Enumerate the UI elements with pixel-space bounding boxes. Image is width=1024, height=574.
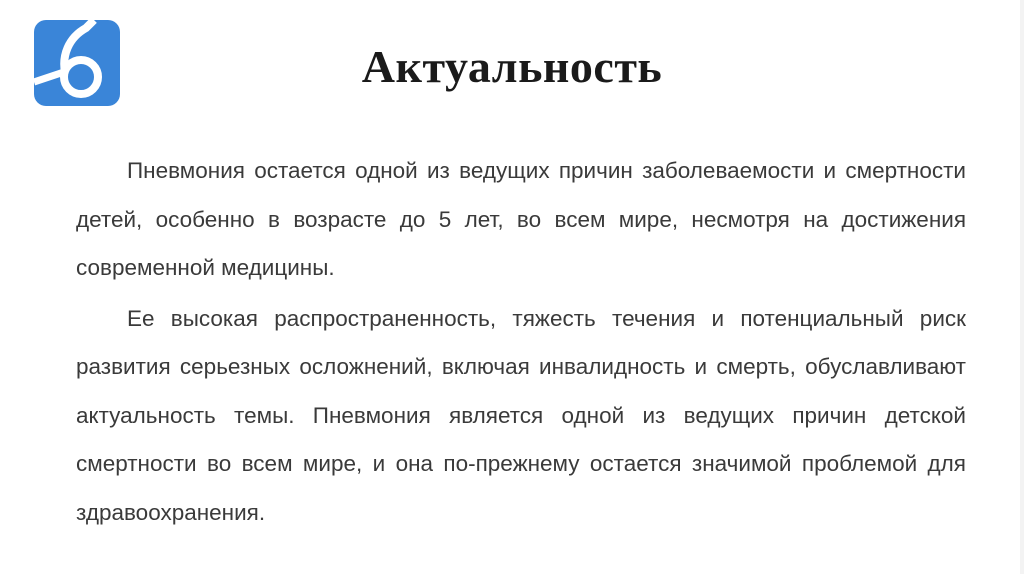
paragraph-2: Ее высокая распространенность, тяжесть течения и потенциальный риск развития серьезных осложнений, включая инвалидность и смерть, обуславливают актуальность темы. Пневмония является одной из ведущих причин детской смертности во всем мире, и она по-прежнему остается значимой проблемой для здравоохранения.	[76, 305, 966, 525]
slide-title: Актуальность	[361, 41, 663, 92]
slide-body	[76, 147, 966, 537]
paragraph-1: Пневмония остается одной из ведущих причин заболеваемости и смертности детей, особенно в возрасте до 5 лет, во всем мире, несмотря на достижения современной медицины.	[76, 158, 966, 280]
